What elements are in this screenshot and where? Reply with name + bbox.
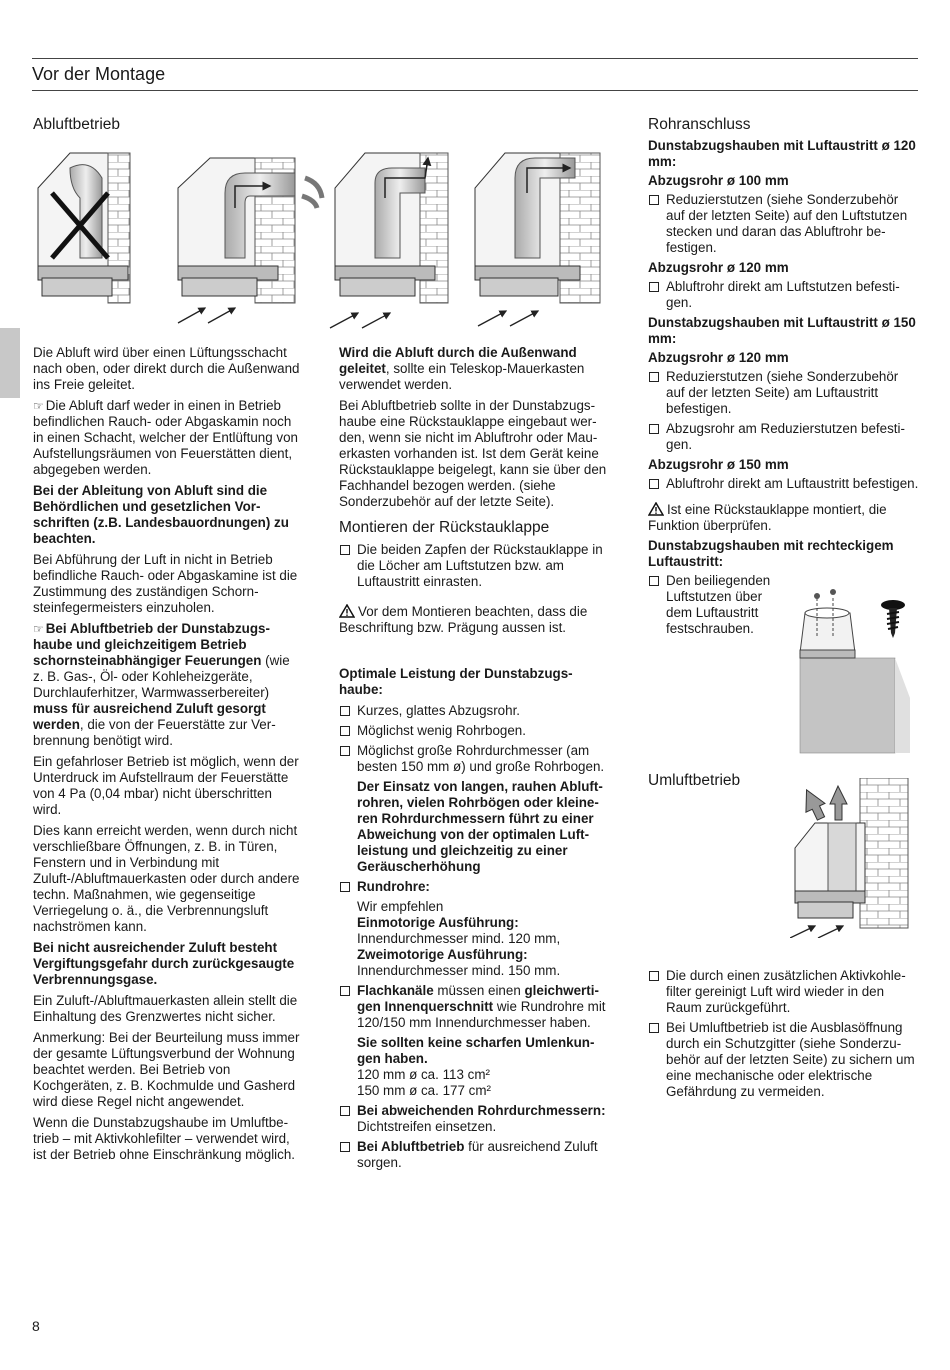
pointing-hand-icon: ☞ [33,399,44,413]
subheading: Abzugsrohr ø 150 mm [648,457,789,472]
recommendation: Wir empfehlen Einmotorige Ausführung: Innendurchmesser mind. 120 mm, Zweimotorige Ausführung: Innendurchmesser mind. 150 mm. [357,899,561,978]
checkbox-item: Bei Umluftbetrieb ist die Ausblasöffnung durch ein Schutzgitter (siehe Sonderzubehör auf der letzten Seite) zu sichern um eine mechanische oder elektrische Gefährdung zu vermeiden. [648,1020,920,1100]
checkbox-item: Möglichst große Rohrdurchmesser (am besten 150 mm ø) und große Rohrbogen. [339,743,609,775]
checkbox-item: Die beiden Zapfen der Rückstauklappe in die Löcher am Luftstutzen bzw. am Luftaustritt einrasten. [339,542,609,590]
umluft-illustration [790,778,920,938]
checkbox-item: Den beiliegenden Luftstutzen über dem Luftaustritt festschrauben. [648,573,784,637]
checkbox-item: Abzugsrohr am Reduzierstutzen befestigen. [648,421,920,453]
subheading: Dunstabzugshauben mit Luftaustritt ø 120 mm: [648,138,916,169]
checkbox-item: Flachkanäle müssen einen gleichwertigen Innenquerschnitt wie Rundrohre mit 120/150 mm Innendurchmesser haben. [339,983,609,1031]
page-number: 8 [32,1318,40,1334]
warning-icon [648,502,664,516]
page-title: Vor der Montage [32,64,166,84]
column-left [33,345,303,1168]
header-rule-bottom [32,90,918,91]
illustration-2-wall-outlet [178,158,322,323]
subheading: Dunstabzugshauben mit rechteckigem Luftaustritt: [648,538,894,569]
paragraph: Ein Zuluft-/Abluftmauerkasten allein stellt die Einhaltung des Grenzwertes nicht sicher. [33,993,298,1024]
paragraph: Ein gefahrloser Betrieb ist möglich, wenn der Unterdruck im Aufstellraum der Feuerstätte von 4 Pa (0,04 mbar) nicht überschritten wird. [33,754,299,817]
checkbox-item: Möglichst wenig Rohrbogen. [339,723,609,739]
abluft-illustrations [30,148,610,333]
paragraph: Die Abluft wird über einen Lüftungsschacht nach oben, oder direkt durch die Außenwand ins Freie geleitet. [33,345,300,392]
rectangular-outlet-illustration [795,588,920,758]
checkbox-item: Die durch einen zusätzlichen Aktivkohlefilter gereinigt Luft wird wieder in den Raum zurückgeführt. [648,968,920,1016]
illustration-3-shaft [330,153,448,328]
cross-section-note: Sie sollten keine scharfen Umlenkungen haben. 120 mm ø ca. 113 cm² 150 mm ø ca. 177 cm² [357,1035,595,1098]
checkbox-item: Reduzierstutzen (siehe Sonderzubehör auf der letzten Seite) auf den Luftstutzen stecken und daran das Abluftrohr befestigen. [648,192,920,256]
warning-note: Ist eine Rückstauklappe montiert, die Funktion überprüfen. [648,502,887,533]
heading-rohranschluss: Rohranschluss [648,116,751,133]
paragraph: Bei Abführung der Luft in nicht in Betrieb befindliche Rauch- oder Abgaskamine ist die Zustimmung des zuständigen Schornsteinfegermeisters einzuholen. [33,552,298,615]
column-middle [339,345,609,1175]
pointing-hand-icon: ☞ [33,622,44,636]
heading-optimale-leistung: Optimale Leistung der Dunstabzugshaube: [339,666,573,697]
warning-note: Vor dem Montieren beachten, dass die Beschriftung bzw. Prägung aussen ist. [339,604,588,635]
paragraph: Wird die Abluft durch die Außenwand geleitet, sollte ein Teleskop-Mauerkasten verwendet werden. [339,345,585,392]
bold-note: Der Einsatz von langen, rauhen Abluftrohren, vielen Rohrbögen oder kleineren Rohrdurchmessern führt zu einer Abweichung von der optimalen Luftleistung und gleichzeitig zu einer Geräuscherhöhung [357,779,603,874]
paragraph: Dies kann erreicht werden, wenn durch nicht verschließbare Öffnungen, z. B. in Türen, Fenstern und in Verbindung mit Zuluft-/Abluftmauerkasten oder durch andere techn. Maßnahmen, wie gegenseitige Verriegelung o. ä., die Verbrennungsluft nachströmen kann. [33,823,300,934]
checkbox-item: Abluftrohr direkt am Luftstutzen befestigen. [648,279,920,311]
heading-rueckstauklappe: Montieren der Rückstauklappe [339,519,550,536]
chapter-tab-marker [0,328,20,398]
warning-icon [339,604,355,618]
paragraph: Anmerkung: Bei der Beurteilung muss immer der gesamte Lüftungsverbund der Wohnung beachtet werden. Bei Betrieb von Kochgeräten, z. B. Kochmulde und Gasherd wird diese Regel nicht angewendet. [33,1030,300,1109]
subheading: Abzugsrohr ø 120 mm [648,260,789,275]
checkbox-item: Bei abweichenden Rohrdurchmessern: Dichtstreifen einsetzen. [339,1103,609,1135]
column-right [648,115,920,641]
heading-umluftbetrieb: Umluftbetrieb [648,772,741,789]
illustration-1-crossed [38,153,130,303]
section-title-abluftbetrieb: Abluftbetrieb [33,116,121,133]
paragraph-bold: Bei der Ableitung von Abluft sind die Behördlichen und gesetzlichen Vorschriften (z.B. Landesbauordnungen) zu beachten. [33,483,289,546]
paragraph: Bei Abluftbetrieb sollte in der Dunstabzugshaube eine Rückstauklappe eingebaut werden, wenn sie nicht im Abluftrohr oder Mauerkasten vorhanden ist. Ist dem Gerät keine Rückstauklappe beigelegt, kann sie über den Fachhandel bezogen werden. (siehe Sonderzubehör auf der letzte Seite). [339,398,607,509]
subheading: Dunstabzugshauben mit Luftaustritt ø 150 mm: [648,315,916,346]
paragraph-bold: Bei nicht ausreichender Zuluft besteht Vergiftungsgefahr durch zurückgesaugte Verbrennungsgase. [33,940,295,987]
checkbox-item: Kurzes, glattes Abzugsrohr. [339,703,609,719]
header-rule-top [32,58,918,59]
checkbox-item: Reduzierstutzen (siehe Sonderzubehör auf der letzten Seite) am Luftaustritt befestigen. [648,369,920,417]
illustration-4-chimney [475,153,600,326]
paragraph-note: ☞ Bei Abluftbetrieb der Dunstabzugshaube und gleichzeitigem Betrieb schornsteinabhängiger Feuerungen (wie z. B. Gas-, Öl- oder Kohleheizgeräte, Durchlauferhitzer, Warmwasserbereiter) muss für ausreichend Zuluft gesorgt werden, die von der Feuerstätte zur Verbrennung benötigt wird. [33,621,290,748]
subheading: Abzugsrohr ø 100 mm [648,173,789,188]
column-right-bottom [648,968,920,1104]
paragraph-note: ☞ Die Abluft darf weder in einen in Betrieb befindlichen Rauch- oder Abgaskamin noch in einen Schacht, welcher der Entlüftung von Aufstellungsräumen von Feuerstätten dient, abgegeben werden. [33,398,299,477]
checkbox-item: Bei Abluftbetrieb für ausreichend Zuluft sorgen. [339,1139,609,1171]
checkbox-item: Rundrohre: [339,879,609,895]
checkbox-item: Abluftrohr direkt am Luftaustritt befestigen. [648,476,920,492]
subheading: Abzugsrohr ø 120 mm [648,350,789,365]
paragraph: Wenn die Dunstabzugshaube im Umluftbetrieb – mit Aktivkohlefilter – verwendet wird, ist der Betrieb ohne Einschränkung möglich. [33,1115,296,1162]
